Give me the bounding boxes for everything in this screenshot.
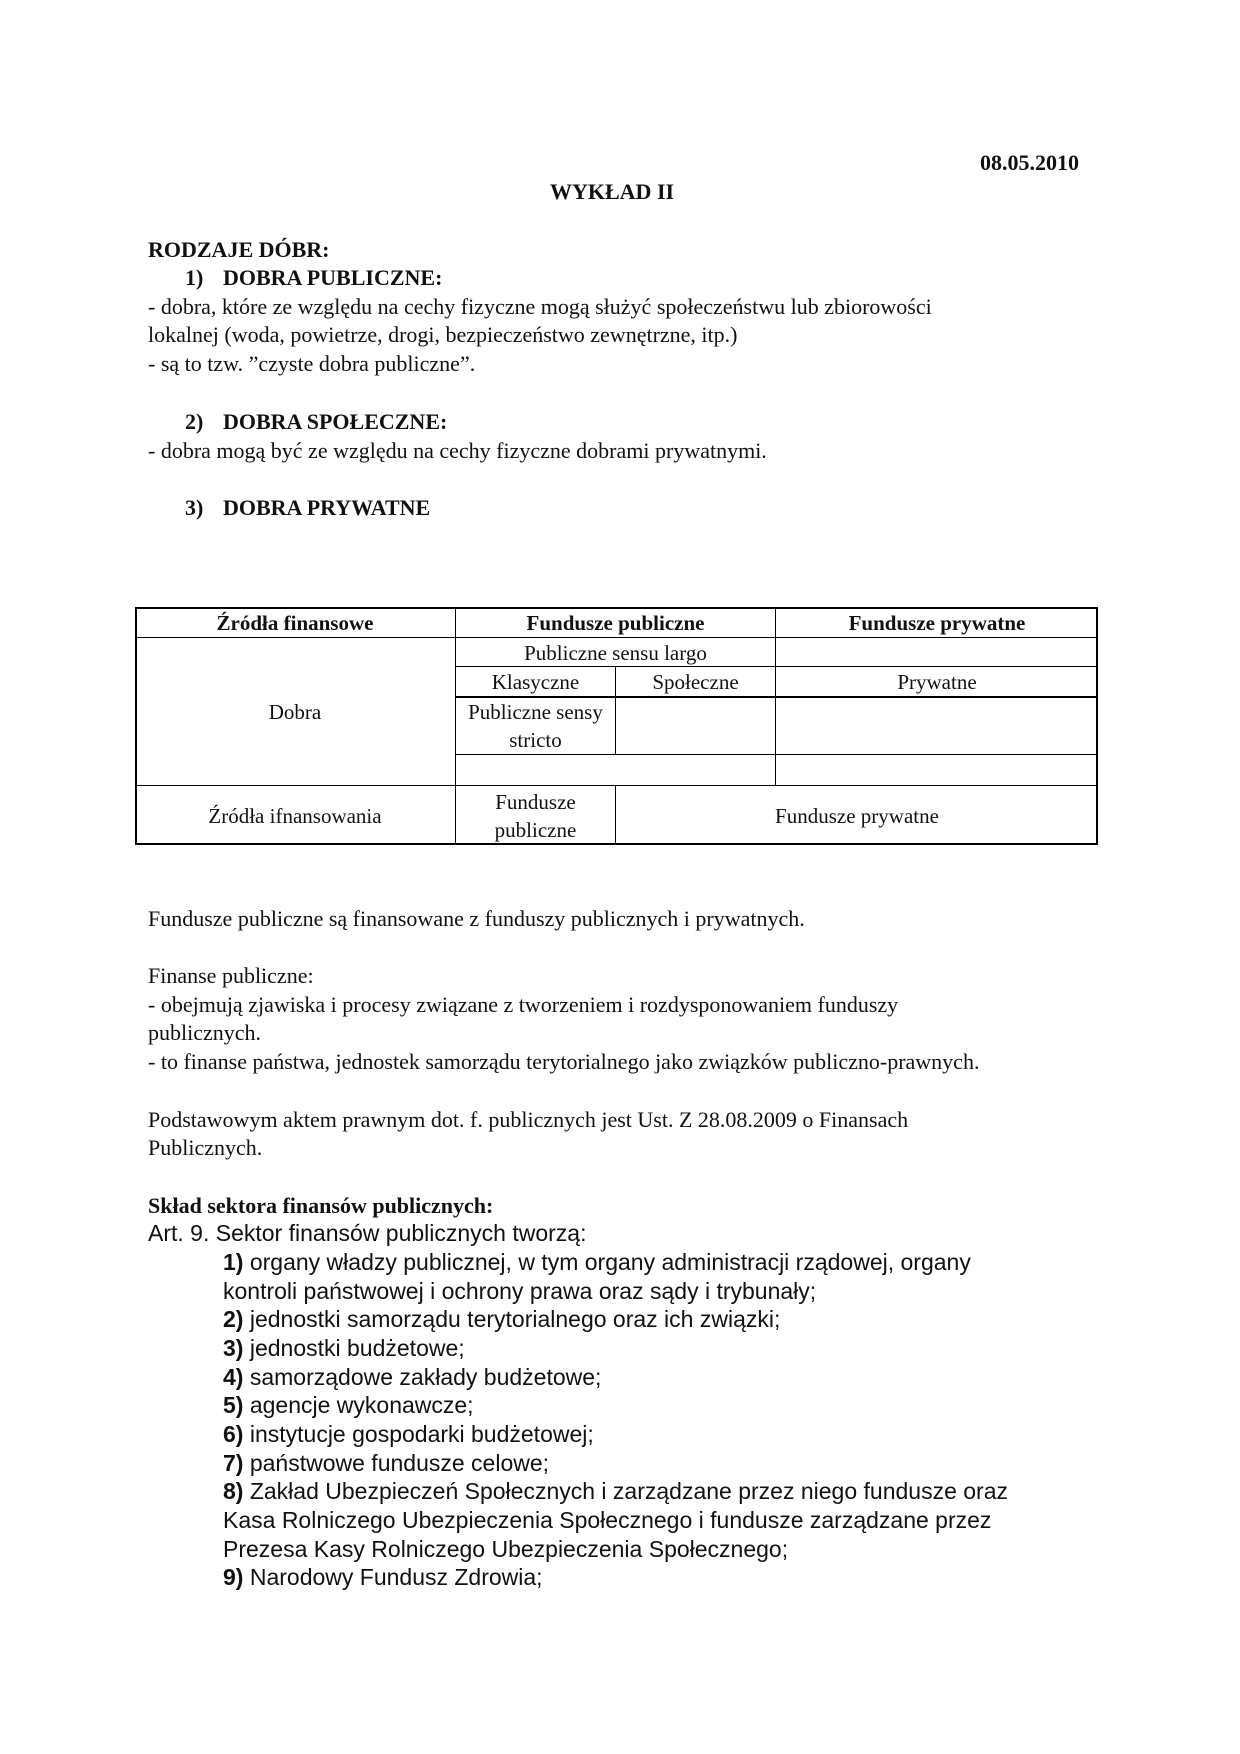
list-number: 1) <box>185 265 204 290</box>
page-title: WYKŁAD II <box>550 179 675 204</box>
row-label: Dobra <box>268 699 322 724</box>
header-cell: Fundusze prywatne <box>848 610 1026 635</box>
list-number: 8) <box>223 1478 244 1504</box>
list-number: 6) <box>223 1421 244 1447</box>
list-item: kontroli państwowej i ochrony prawa oraz sądy i trybunały; <box>223 1278 817 1304</box>
table-cell: Fundusze prywatne <box>775 803 939 828</box>
text-line: - to finanse państwa, jednostek samorządu terytorialnego jako związków publiczno-prawnych. <box>148 1049 980 1074</box>
list-number: 7) <box>223 1450 244 1476</box>
list-item: agencje wykonawcze; <box>249 1392 474 1418</box>
list-number: 2) <box>223 1306 244 1332</box>
list-number: 5) <box>223 1392 244 1418</box>
list-item: organy władzy publicznej, w tym organy administracji rządowej, organy <box>249 1249 971 1275</box>
section-heading: Skład sektora finansów publicznych: <box>148 1193 494 1218</box>
text-line: lokalnej (woda, powietrze, drogi, bezpieczeństwo zewnętrzne, itp.) <box>148 322 738 347</box>
text-line: Podstawowym aktem prawnym dot. f. publicznych jest Ust. Z 28.08.2009 o Finansach <box>148 1107 909 1132</box>
table-cell: Społeczne <box>652 669 739 694</box>
text-line: publicznych. <box>148 1020 262 1045</box>
section-heading: RODZAJE DÓBR: <box>148 237 330 262</box>
list-number: 4) <box>223 1364 244 1390</box>
list-number: 3) <box>223 1335 244 1361</box>
text-line: Publicznych. <box>148 1135 263 1160</box>
list-item: Zakład Ubezpieczeń Społecznych i zarządzane przez niego fundusze oraz <box>249 1478 1009 1504</box>
item-title: DOBRA SPOŁECZNE: <box>223 409 448 434</box>
list-item: jednostki budżetowe; <box>249 1335 465 1361</box>
table-rule <box>456 754 1098 755</box>
table-cell: Publiczne sensy stricto <box>468 700 603 752</box>
list-item: państwowe fundusze celowe; <box>249 1450 550 1476</box>
header-cell: Źródła finansowe <box>216 610 374 635</box>
list-item: jednostki samorządu terytorialnego oraz ich związki; <box>249 1306 781 1332</box>
text-line: - obejmują zjawiska i procesy związane z tworzeniem i rozdysponowaniem funduszy <box>148 992 899 1017</box>
document-date: 08.05.2010 <box>980 150 1079 175</box>
header-cell: Fundusze publiczne <box>526 610 705 635</box>
list-item: instytucje gospodarki budżetowej; <box>249 1421 594 1447</box>
article-title: Art. 9. Sektor finansów publicznych tworzą: <box>148 1220 587 1246</box>
list-number: 9) <box>223 1564 244 1590</box>
list-number: 1) <box>223 1249 244 1275</box>
table-cell: Fundusze publiczne <box>494 789 577 842</box>
text-line: - dobra mogą być ze względu na cechy fizyczne dobrami prywatnymi. <box>148 438 767 463</box>
list-number: 3) <box>185 495 204 520</box>
table-cell: Publiczne sensu largo <box>524 640 707 665</box>
item-title: DOBRA PRYWATNE <box>223 495 431 520</box>
text-line: - dobra, które ze względu na cechy fizyczne mogą służyć społeczeństwu lub zbiorowości <box>148 294 932 319</box>
paragraph: Fundusze publiczne są finansowane z funduszy publicznych i prywatnych. <box>148 906 805 931</box>
list-item: samorządowe zakłady budżetowe; <box>249 1364 602 1390</box>
text-line: - są to tzw. ”czyste dobra publiczne”. <box>148 351 476 376</box>
list-item: Prezesa Kasy Rolniczego Ubezpieczenia Społecznego; <box>223 1536 789 1562</box>
item-title: DOBRA PUBLICZNE: <box>223 265 443 290</box>
row-label: Źródła ifnansowania <box>208 803 382 828</box>
text-line: Finanse publiczne: <box>148 963 314 988</box>
table-cell: Klasyczne <box>491 669 580 694</box>
list-item: Kasa Rolniczego Ubezpieczenia Społecznego i fundusze zarządzane przez <box>223 1507 992 1533</box>
table-cell: Prywatne <box>897 669 977 694</box>
list-item: Narodowy Fundusz Zdrowia; <box>249 1564 543 1590</box>
list-number: 2) <box>185 409 204 434</box>
